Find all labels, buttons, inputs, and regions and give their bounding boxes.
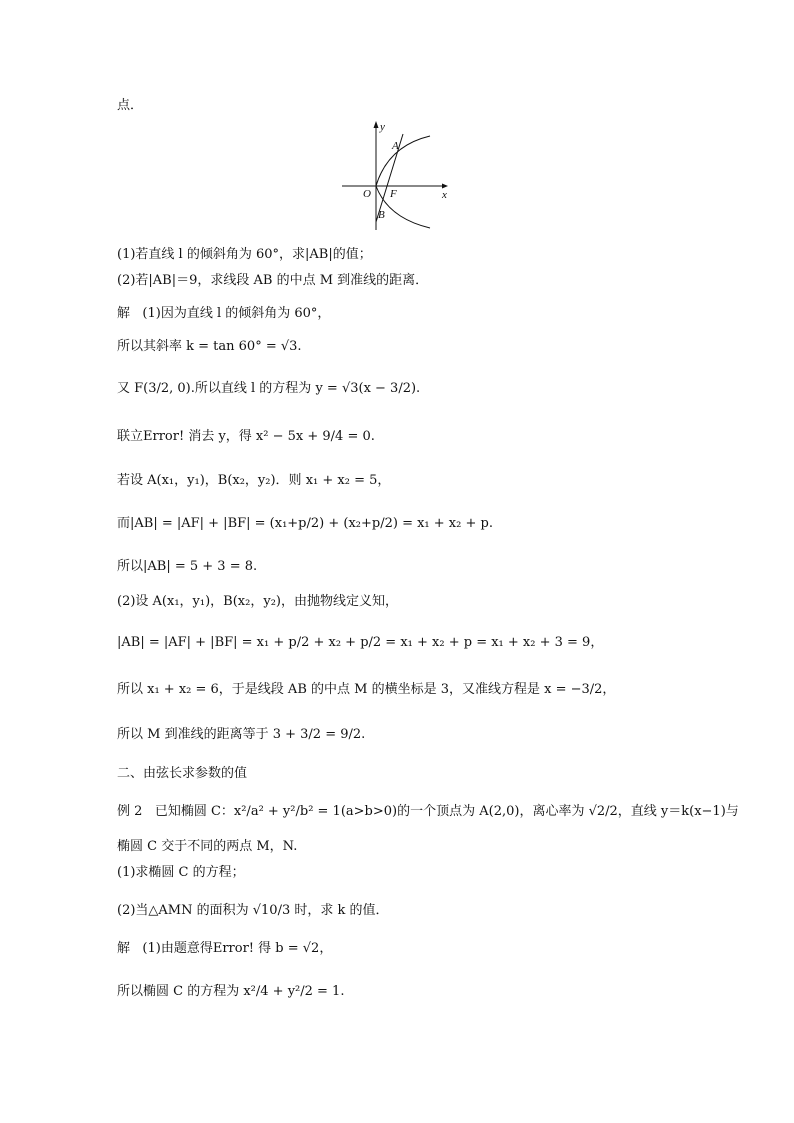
example-2-question-1: (1)求椭圆 C 的方程； [117, 865, 245, 880]
label-b: B [378, 209, 385, 221]
example-2-line-2: 椭圆 C 交于不同的两点 M，N. [117, 839, 298, 854]
solution-2-line-1: (2)设 A(x₁，y₁)，B(x₂，y₂)，由抛物线定义知， [117, 594, 398, 609]
solution-label: 解 [117, 306, 131, 321]
label-a: A [392, 140, 399, 152]
example-2-question-2: (2)当△AMN 的面积为 √10/3 时，求 k 的值． [117, 903, 389, 918]
parabola-figure [340, 118, 455, 233]
solution-2-line-3: 所以 x₁ + x₂ = 6，于是线段 AB 的中点 M 的横坐标是 3，又准线方程是 x = −3/2， [117, 682, 616, 697]
example-2-line-1: 例 2 已知椭圆 C：x²/a² + y²/b² = 1(a>b>0)的一个顶点为 A(2,0)，离心率为 √2/2，直线 y＝k(x−1)与 [117, 804, 739, 819]
label-x: x [442, 189, 447, 201]
solution-1-line-3: 又 F(3/2, 0).所以直线 l 的方程为 y = √3(x − 3/2). [117, 381, 421, 396]
question-1: (1)若直线 l 的倾斜角为 60°，求|AB|的值； [117, 247, 372, 262]
example-2-solution-1: 解 (1)由题意得Error! 得 b = √2， [117, 941, 333, 956]
solution-1-line-1: 解 (1)因为直线 l 的倾斜角为 60°， [117, 306, 331, 321]
x-axis-arrow [442, 184, 448, 189]
solution-1-line-7: 所以|AB| = 5 + 3 = 8. [117, 559, 258, 574]
y-axis-arrow [374, 121, 379, 128]
example-label: 例 2 [117, 804, 143, 819]
example-2-solution-2: 所以椭圆 C 的方程为 x²/4 + y²/2 = 1. [117, 984, 345, 999]
solution-1-line-2: 所以其斜率 k = tan 60° = √3. [117, 339, 302, 354]
solution-1-line-4: 联立Error! 消去 y，得 x² − 5x + 9/4 = 0. [117, 429, 375, 444]
solution-2-line-4: 所以 M 到准线的距离等于 3 + 3/2 = 9/2. [117, 727, 366, 742]
label-origin: O [363, 188, 371, 200]
label-y: y [380, 121, 385, 133]
label-focus: F [390, 188, 397, 200]
solution-1-line-5: 若设 A(x₁，y₁)，B(x₂，y₂)．则 x₁ + x₂ = 5， [117, 473, 391, 488]
solution-1-line-6: 而|AB| = |AF| + |BF| = (x₁+p/2) + (x₂+p/2) = x₁ + x₂ + p. [117, 516, 493, 531]
intro-tail: 点． [117, 98, 144, 113]
solution-2-line-2: |AB| = |AF| + |BF| = x₁ + p/2 + x₂ + p/2 = x₁ + x₂ + p = x₁ + x₂ + 3 = 9， [117, 635, 604, 650]
section-heading: 二、由弦长求参数的值 [117, 766, 248, 781]
question-2: (2)若|AB|＝9，求线段 AB 的中点 M 到准线的距离． [117, 273, 429, 288]
